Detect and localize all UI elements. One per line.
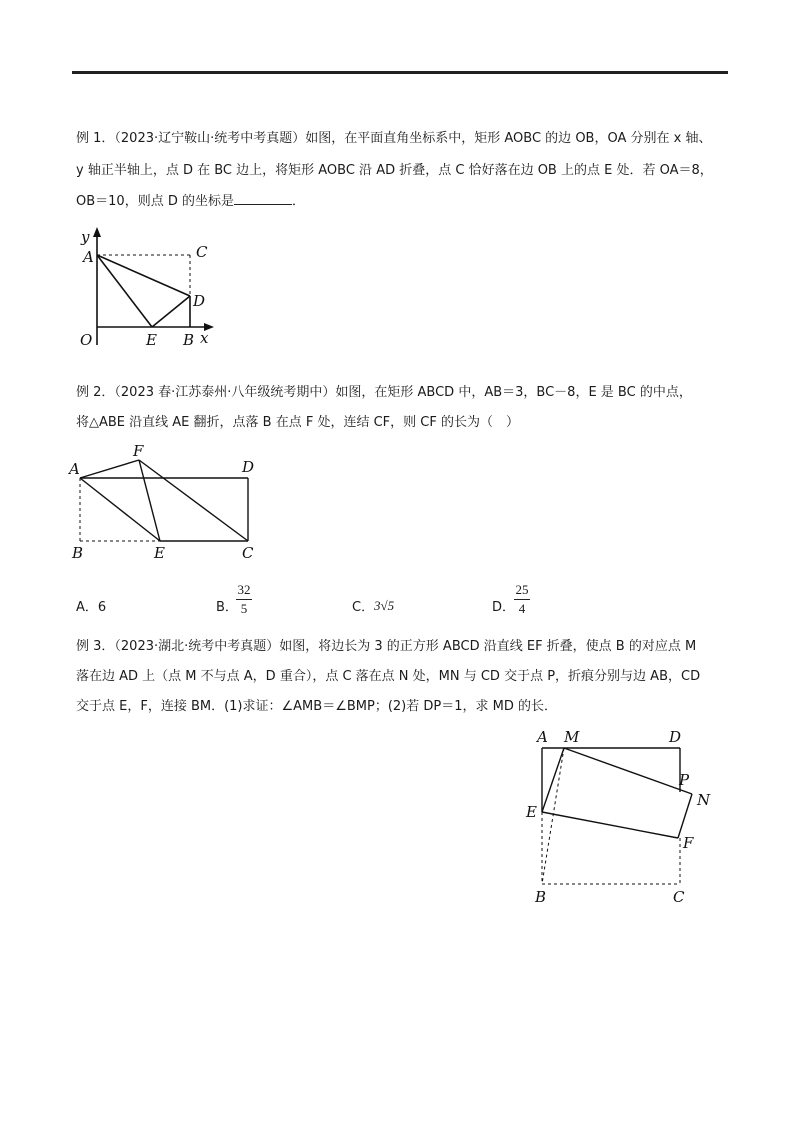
q2-option-d-letter: D． (492, 600, 516, 615)
q1-segment-ED (152, 296, 190, 327)
q1-text-line-1: 例 1．（2023·辽宁鞍山·统考中考真题）如图，在平面直角坐标系中，矩形 AOBC 的边 OB，OA 分别在 x 轴、 (76, 131, 712, 146)
q1-text-line-3-end: ． (291, 194, 305, 209)
q1-text-line-2: y 轴正半轴上，点 D 在 BC 边上，将矩形 AOBC 沿 AD 折叠，点 C 恰好落在边 OB 上的点 E 处．若 OA＝8， (76, 163, 713, 178)
q1-label-y: y (81, 228, 90, 246)
q2-text-line-2: 将△ABE 沿直线 AE 翻折，点落 B 在点 F 处，连结 CF，则 CF 的长为（ ） (76, 415, 519, 430)
q3-label-M: M (564, 728, 580, 746)
q2-label-E: E (154, 544, 165, 562)
q1-label-A: A (83, 248, 94, 266)
q2-label-A: A (69, 460, 80, 478)
q3-segment-MN (564, 748, 692, 794)
q2-label-F: F (133, 442, 144, 460)
q1-answer-blank (234, 194, 292, 205)
q2-label-C: C (242, 544, 254, 562)
q2-option-d-numerator: 25 (515, 582, 529, 597)
q3-label-N: N (697, 791, 711, 809)
q1-text-line-3-body: OB＝10，则点 D 的坐标是 (76, 194, 234, 209)
q1-label-C: C (196, 243, 208, 261)
q2-option-c-letter: C． (352, 600, 375, 615)
q2-option-b-fraction (236, 582, 252, 617)
q1-label-x: x (200, 329, 209, 347)
q1-y-arrow (93, 227, 101, 237)
q3-label-B: B (535, 888, 547, 906)
q3-label-P: P (679, 771, 690, 789)
q2-option-d-denominator: 4 (518, 601, 526, 616)
q3-label-E: E (526, 803, 537, 821)
q3-figure (520, 722, 720, 912)
q2-segment-FC (139, 460, 248, 541)
q3-segment-NF (678, 794, 692, 838)
q3-text-line-1: 例 3．（2023·湖北·统考中考真题）如图，将边长为 3 的正方形 ABCD 沿直线 EF 折叠，使点 B 的对应点 M (76, 639, 697, 654)
q2-segment-AE (80, 478, 160, 541)
q2-segment-FE (139, 460, 160, 541)
q3-segment-EF (542, 812, 678, 838)
q2-label-D: D (242, 458, 255, 476)
q2-option-b-fraction-bar (236, 599, 252, 600)
q1-label-D: D (193, 292, 206, 310)
q1-figure (70, 225, 220, 350)
q3-label-F: F (683, 834, 694, 852)
q1-label-B: B (183, 331, 195, 349)
q2-label-B: B (72, 544, 84, 562)
q2-option-b-letter: B． (216, 600, 238, 615)
top-rule (72, 71, 728, 74)
q3-label-C: C (673, 888, 685, 906)
q2-option-d-fraction (514, 582, 530, 617)
q1-segment-AD (97, 255, 190, 296)
q2-option-b-numerator: 32 (237, 582, 251, 597)
q3-label-D: D (669, 728, 682, 746)
q3-text-line-2: 落在边 AD 上（点 M 不与点 A，D 重合），点 C 落在点 N 处，MN 与 CD 交于点 P，折痕分别与边 AB，CD (76, 669, 701, 684)
q3-text-line-3: 交于点 E，F，连接 BM．(1)求证：∠AMB＝∠BMP；(2)若 DP＝1，求 MD 的长． (76, 699, 557, 714)
q3-segment-ME (542, 748, 564, 812)
q1-label-E: E (146, 331, 157, 349)
q1-segment-AE (97, 255, 152, 327)
q2-text-line-1: 例 2．（2023 春·江苏泰州·八年级统考期中）如图，在矩形 ABCD 中，AB＝3，BC－8，E 是 BC 的中点， (76, 385, 692, 400)
q1-label-O: O (80, 331, 93, 349)
q2-option-a: A．6 (76, 600, 107, 615)
q2-option-c-value: 3√5 (374, 598, 395, 613)
q2-segment-AF (80, 460, 139, 478)
q2-option-d-fraction-bar (514, 599, 530, 600)
q1-text-line-3 (76, 194, 305, 208)
q3-label-A: A (537, 728, 548, 746)
q2-figure (65, 440, 270, 565)
q2-option-b-denominator: 5 (240, 601, 248, 616)
